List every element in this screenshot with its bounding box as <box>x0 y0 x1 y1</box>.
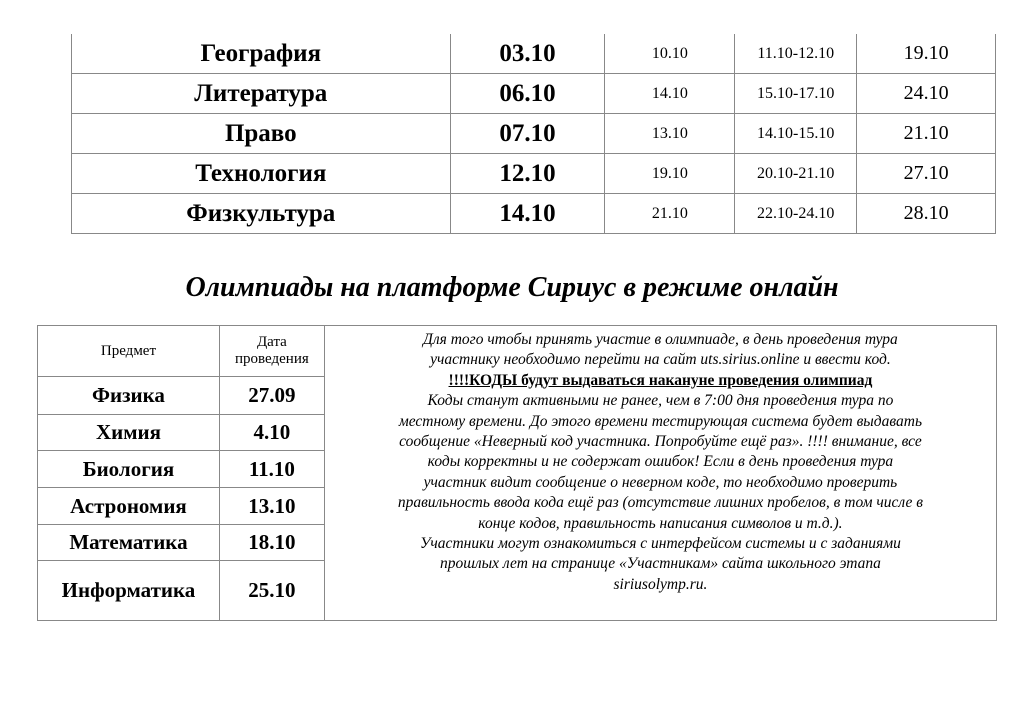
subject-cell: Физкультура <box>72 194 451 234</box>
table-header-row <box>38 326 997 377</box>
date-cell: 21.10 <box>857 114 996 154</box>
date-cell: 25.10 <box>219 561 324 621</box>
date-range-cell: 11.10-12.10 <box>735 34 857 74</box>
table-row <box>72 34 996 74</box>
info-line: Коды станут активными не ранее, чем в 7:00 дня проведения тура по <box>427 392 894 410</box>
codes-notice: !!!!КОДЫ будут выдаваться накануне проведения олимпиад <box>448 371 873 389</box>
date-range-cell: 20.10-21.10 <box>735 154 857 194</box>
info-line: участник видит сообщение о неверном коде, то необходимо проверить <box>423 473 898 491</box>
instructions-cell <box>324 326 996 621</box>
olympiad-date-cell: 12.10 <box>450 154 605 194</box>
date-cell: 14.10 <box>605 74 735 114</box>
subject-cell: Физика <box>38 377 220 415</box>
subject-cell: Математика <box>38 525 220 561</box>
date-range-cell: 15.10-17.10 <box>735 74 857 114</box>
date-cell: 11.10 <box>219 451 324 488</box>
info-line: сообщение «Неверный код участника. Попробуйте ещё раз». !!!! внимание, все <box>399 433 922 451</box>
subject-cell: География <box>72 34 451 74</box>
date-cell: 4.10 <box>219 415 324 451</box>
date-cell: 28.10 <box>857 194 996 234</box>
date-cell: 27.09 <box>219 377 324 415</box>
info-line: прошлых лет на странице «Участникам» сайта школьного этапа <box>439 555 881 573</box>
date-header-line: Дата <box>256 334 287 350</box>
table-row <box>72 154 996 194</box>
olympiad-date-cell: 14.10 <box>450 194 605 234</box>
subject-cell: Биология <box>38 451 220 488</box>
date-cell: 13.10 <box>605 114 735 154</box>
date-cell: 19.10 <box>857 34 996 74</box>
info-line: Для того чтобы принять участие в олимпиаде, в день проведения тура <box>423 331 898 348</box>
subject-header: Предмет <box>38 326 220 377</box>
olympiad-date-cell: 07.10 <box>450 114 605 154</box>
info-line: siriusolymp.ru. <box>613 575 708 593</box>
section-title: Олимпиады на платформе Сириус в режиме онлайн <box>185 272 839 303</box>
date-cell: 10.10 <box>605 34 735 74</box>
subject-cell: Астрономия <box>38 488 220 525</box>
date-header <box>219 326 324 377</box>
date-range-cell: 14.10-15.10 <box>735 114 857 154</box>
subject-cell: Литература <box>72 74 451 114</box>
olympiad-date-cell: 06.10 <box>450 74 605 114</box>
subject-cell: Технология <box>72 154 451 194</box>
date-cell: 27.10 <box>857 154 996 194</box>
date-range-cell: 22.10-24.10 <box>735 194 857 234</box>
date-cell: 13.10 <box>219 488 324 525</box>
table-row <box>72 114 996 154</box>
date-header-line: проведения <box>235 351 309 367</box>
date-cell: 21.10 <box>605 194 735 234</box>
date-cell: 19.10 <box>605 154 735 194</box>
info-line: правильность ввода кода ещё раз (отсутствие лишних пробелов, в том числе в <box>397 494 924 512</box>
info-line: участнику необходимо перейти на сайт uts.sirius.online и ввести код. <box>430 351 891 369</box>
date-cell: 24.10 <box>857 74 996 114</box>
olympiad-schedule-table <box>71 34 996 234</box>
info-line: местному времени. До этого времени тестирующая система будет выдавать <box>398 412 923 430</box>
info-line: Участники могут ознакомиться с интерфейсом системы и с заданиями <box>419 535 901 553</box>
online-olympiad-table <box>37 325 997 621</box>
olympiad-date-cell: 03.10 <box>450 34 605 74</box>
subject-cell: Химия <box>38 415 220 451</box>
info-line: коды корректны и не содержат ошибок! Если в день проведения тура <box>427 453 894 471</box>
info-line: конце кодов, правильность написания символов и т.д.). <box>478 514 843 532</box>
subject-cell: Право <box>72 114 451 154</box>
date-cell: 18.10 <box>219 525 324 561</box>
subject-cell: Информатика <box>38 561 220 621</box>
table-row <box>72 74 996 114</box>
table-row <box>72 194 996 234</box>
